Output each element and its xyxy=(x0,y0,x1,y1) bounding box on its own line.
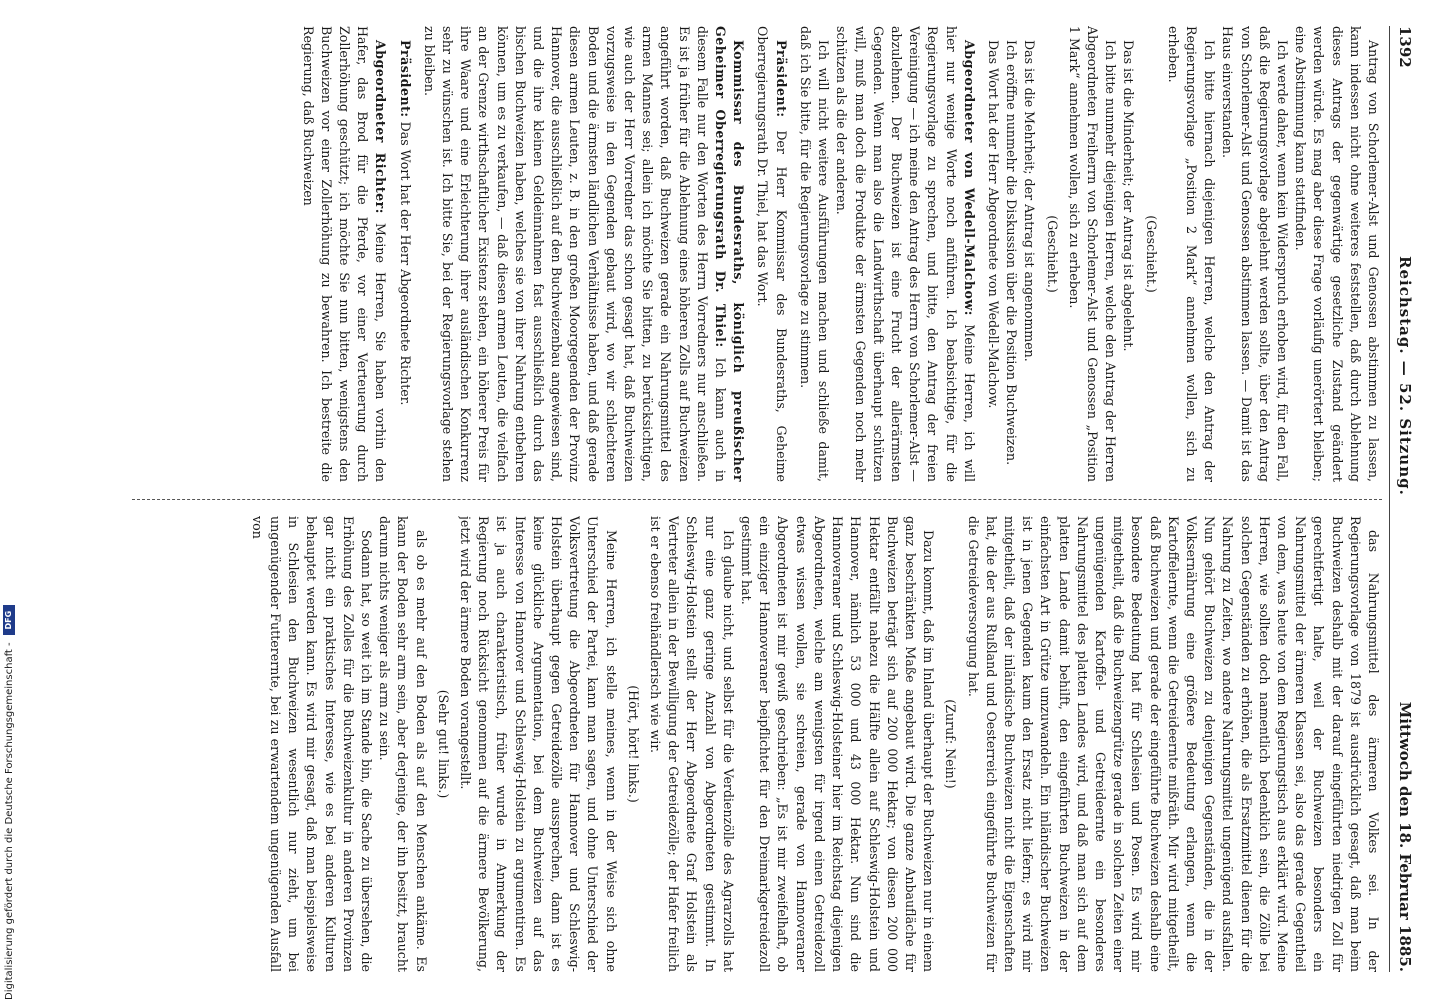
speech-text: Das Wort hat der Herr Abgeordnete Richter. xyxy=(397,121,413,406)
session-date: Mittwoch den 18. Februar 1885. xyxy=(1396,701,1414,972)
header-rule xyxy=(1389,26,1390,972)
page-number: 1392 xyxy=(1396,26,1414,68)
text-column-right xyxy=(132,516,1382,972)
speech-paragraph xyxy=(753,26,789,482)
column-divider xyxy=(132,499,1382,501)
stage-direction: (Sehr gut! links.) xyxy=(435,689,451,799)
speaker-name: Abgeordneter Richter: xyxy=(373,40,389,214)
speech-paragraph xyxy=(298,26,389,482)
body-paragraph: Ich glaube nicht, und selbst für die Verdienzölle des Agrarzolls hat nur eine ganz geringe Anzahl von Abgeordneten gestimmt. In Schleswig-Holstein stellt der Herr Abgeordnete Graf Holstein als Vertreter allein in der Bewilligung der Getreidezölle; der Hafer freilich ist er ebenso freihändlerisch wie wir. xyxy=(648,516,736,972)
body-paragraph: Meine Herren, ich stelle meines, wenn in der Weise sich ohne Unterschied der Partei, kann man sagen, und ohne Unterschied der Volksvertretung die Abgeordneten für Hannover und Schleswig-Holstein überhaupt gegen Getreidezölle aussprechen, dann ist es keine glückliche Argumentation, bei dem Buchweizen auf das Interesse von Hannover und Schleswig-Holstein zu argumentiren. Es ist ja auch charakteristisch, früher wurde in Anmerkung der Regierung noch Rücksicht genommen auf die ärmere Bevölkerung, jetzt wird der ärmere Boden vorangestellt. xyxy=(458,516,619,972)
speech-paragraph xyxy=(395,26,413,482)
body-paragraph: Dazu kommt, daß im Inland überhaupt der Buchweizen nur in einem ganz beschränkten Maße angebaut wird. Die ganze Anbaufläche für Buchweizen beträgt sich auf 200 000 Hektar; von diesen 200 000 Hektar entfällt nahezu die Hälfte allein auf Schleswig-Holstein und Hannover, nämlich 53 000 und 43 000 Hektar. Nun sind die Hannoveraner und Schleswig-Holsteiner hier im Reichstag diejenigen Abgeordneten, welche am wenigsten für irgend einen Getreidezoll etwas wissen wollen, sie schreien, gerade von Hannoveraner Abgeordneten ist mir gewiß geschrieben: „Es ist mir zweifelhaft, ob ein einziger Hannoveraner beipflichtet für den Dreimarkgetreidezoll gestimmt hat. xyxy=(739,516,937,972)
footer-credit: Digitalisierung gefördert durch die Deutsche Forschungsgemeinschaft - xyxy=(4,642,15,1000)
body-paragraph: Das Wort hat der Herr Abgeordnete von Wedell-Malchow. xyxy=(985,40,1001,409)
body-paragraph: das Nahrungsmittel des ärmeren Volkes sei. In der Regierungsvorlage von 1879 ist ausdrücklich gesagt, daß man beim Buchweizen deshalb mit der darauf eingeführten niedrigen Zoll für gerechtfertigt halte, weil der Buchweizen besonders ein Nahrungsmittel der ärmeren Klassen sei, also das gerade Gegentheil von dem, was heute von dem Regierungstisch aus erklärt wird. Meine Herren, wie sollten doch namentlich bedenklich sein, die Zölle bei solchen Gegenständen zu erhöhen, die als Ersatzmittel dienen für die Nahrung zu Zeiten, wo andere Nahrungsmittel ungenügend ausfallen. Nun gehört Buchweizen zu denjenigen Gegenständen, die in der Volksernährung eine größere Bedeutung erlangen, wenn die Kartoffelernte, wenn die Getreideernte mißräth. Mir wird mitgetheilt, daß Buchweizen und gerade der eingeführte Buchweizen deshalb eine besondere Bedeutung hat für Schlesien und Posen. Es wird mir mitgetheilt, daß die Buchweizengrütze gerade in solchen Zeiten einer ungenügenden Kartoffel- und Getreideernte ein besonderes Nahrungsmittel des platten Landes wird, und daß man sich auf dem platten Lande damit behilft, den eingeführten Buchweizen in der einfachsten Art in Grütze umzuwandeln. Ein inländischer Buchweizen ist in jenen Gegenden kaum den Ersatz nicht liefern; es wird mir mitgetheilt, daß der inländische Buchweizen nicht die Eigenschaften hat, die der aus Rußland und Oesterreich eingeführte Buchweizen für die Getreideversorgung hat. xyxy=(965,516,1381,972)
speech-text: Meine Herren, ich will hier nur wenige Worte noch anführen. Ich beabsichtige, für die Regierungsvorlage zu sprechen, und bitte, den Antrag der freien Vereinigung — ich meine den Antrag des Herrn von Schorlemer-Alst — abzulehnen. Der Buchweizen ist eine Frucht der allerärmsten Gegenden. Wenn man also die Landwirthschaft überhaupt schützen will, muß man doch die Produkte der ärmsten Gegenden noch mehr schützen als die der anderen. xyxy=(834,26,977,482)
text-column-left xyxy=(132,26,1382,482)
page-title: Reichstag. — 52. Sitzung. xyxy=(1396,256,1414,496)
stage-direction: (Hört, hört! links.) xyxy=(625,685,641,803)
body-paragraph: Das ist die Mehrheit; der Antrag ist angenommen. xyxy=(1022,40,1038,362)
body-paragraph: Ich will nicht weitere Ausführungen machen und schließe damit, daß ich Sie bitte, für die Regierungsvorlage zu stimmen. xyxy=(797,26,832,482)
speaker-name: Präsident: xyxy=(397,40,413,118)
stage-direction: (Geschieht.) xyxy=(1143,215,1159,293)
dfg-logo: DFG xyxy=(3,605,15,635)
body-paragraph: Ich bitte nunmehr diejenigen Herren, welche den Antrag der Herren Abgeordneten Freiherrn von Schorlemer-Alst und Genossen „Position 1 Mark“ annehmen wollen, sich zu erheben. xyxy=(1066,26,1119,482)
document-page xyxy=(116,26,1416,972)
stage-direction: (Geschieht.) xyxy=(1044,215,1060,293)
body-paragraph: Sodann hat, so weit ich im Stande bin, die Sache zu übersehen, die Erhöhung des Zolles für die Buchweizenkultur in anderen Provinzen gar nicht ein praktisches Interesse, wie es bei anderen Kulturen behauptet werden kann. Es wird mir gesagt, daß man beispielsweise in Schlesien den Buchweizen wesentlich nur zieht, um bei ungenügender Futterernte, bei zu erwartendem ungenügenden Ausfall von xyxy=(249,516,375,972)
body-paragraph: als ob es mehr auf den Boden als auf den Menschen ankäme. Es kann der Boden sehr arm sein, aber derjenige, der ihn besitzt, braucht darum nichts weniger als arm zu sein. xyxy=(377,516,429,972)
speaker-name: Präsident: xyxy=(773,40,789,118)
body-paragraph: Ich bitte hiernach diejenigen Herren, welche den Antrag der Regierungsvorlage „Position 2 Mark“ annehmen wollen, sich zu erheben. xyxy=(1165,26,1218,482)
speaker-name: Kommissar des Bundesraths, königlich preußischer Geheimer Oberregierungsrath Dr. Thiel: xyxy=(713,26,747,482)
body-paragraph: Das ist die Minderheit; der Antrag ist abgelehnt. xyxy=(1121,40,1137,352)
speech-text: Meine Herren, Sie haben vorhin den Hafer, das Brod für die Pferde, vor einer Verteuerung durch Zollerhöhung geschützt; ich möchte Sie nun bitten, wenigstens den Buchweizen vor einer Zollerhöhung zu bewahren. Ich bestreite die Regierung, daß Buchweizen xyxy=(300,26,389,482)
speech-text: Ich kann auch in diesem Falle nur den Worten des Herrn Vorredners nur anschließen. Es ist ja früher für die Ablehnung eines höheren Zolls auf Buchweizen angeführt worden, daß Buchweizen gerade ein Nahrungsmittel des armen Mannes sei; allein ich möchte Sie bitten, zu berücksichtigen, wie auch der Herr Vorredner das schon gesagt hat, daß Buchweizen vorzugsweise in den Gegenden gebaut wird, wo wir schlechteren Boden und die ärmsten ländlichen Verhältnisse haben, und daß gerade diesen armen Leuten, z. B. in den großen Moorgegenden der Provinz Hannover, die ausschließlich auf den Buchweizenbau angewiesen sind, und die ihre kleinen Geldeinnahmen fast ausschließlich durch das bischen Buchweizen haben, welches sie von ihrer Nahrung entbehren können, um es zu verkaufen, — daß diesen armen Leuten, die vielfach an der Grenze wirthschaftlicher Existenz stehen, ein höherer Preis für ihre Waare und eine Erleichterung ihrer ausländischen Konkurrenz sehr zu wünschen ist. Ich bitte Sie, bei der Regierungsvorlage stehen zu bleiben. xyxy=(421,26,729,482)
speech-paragraph xyxy=(832,26,978,482)
body-paragraph: Ich eröffne nunmehr die Diskussion über die Position Buchweizen. xyxy=(1004,40,1020,466)
body-paragraph: Ich werde daher, wenn kein Widerspruch erhoben wird, für den Fall, daß die Regierungsvorlage abgelehnt werden sollte, über den Antrag von Schorlemer-Alst und Genossen abstimmen lassen. — Damit ist das Haus einverstanden. xyxy=(1220,26,1290,482)
page-header xyxy=(1390,26,1416,972)
body-paragraph: Antrag von Schorlemer-Alst und Genossen abstimmen zu lassen, kann indessen nicht ohne weiteres feststellen, daß durch Ablehnung dieses Antrags der gegenwärtige gesetzliche Zustand geändert werden würde. Es mag aber diese Frage vorläufig unerörtert bleiben; eine Abstimmung kann stattfinden. xyxy=(1293,26,1381,482)
stage-direction: (Zuruf: Nein!) xyxy=(943,699,959,789)
speaker-name: Abgeordneter von Wedell-Malchow: xyxy=(961,40,977,316)
speech-text: Der Herr Kommissar des Bundesraths, Geheime Oberregierungsrath Dr. Thiel, hat das Wort. xyxy=(755,26,789,482)
speech-paragraph xyxy=(420,26,748,482)
